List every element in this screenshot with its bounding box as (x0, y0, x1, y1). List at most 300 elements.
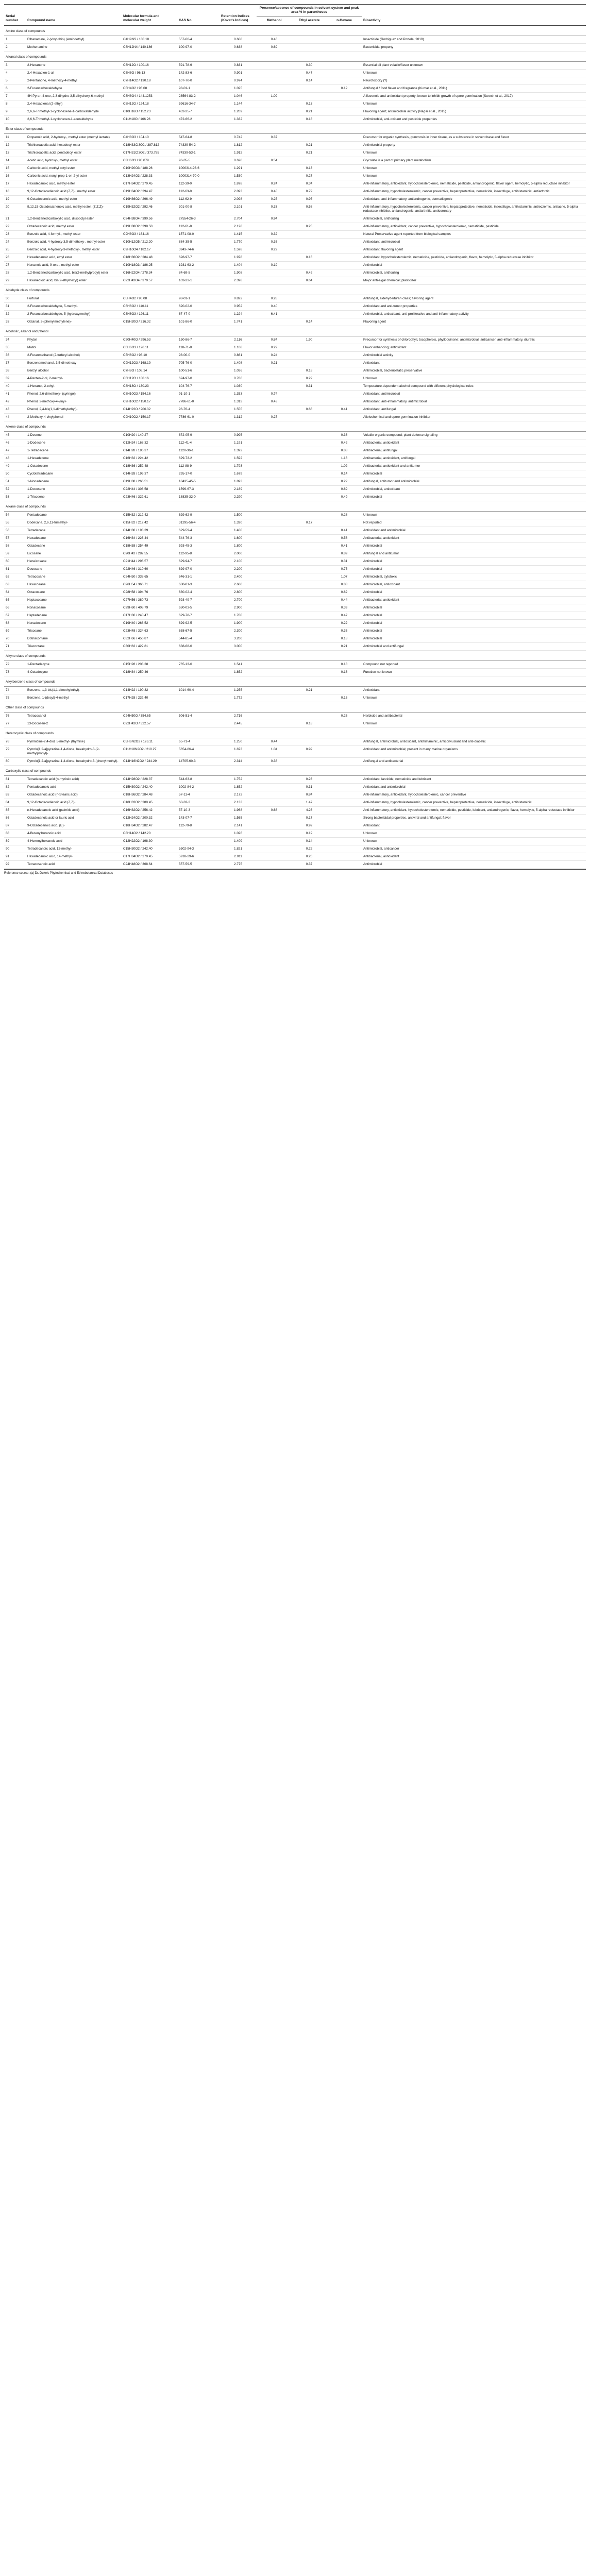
molecular-formula: C16H32O2 / 256.42 (122, 806, 177, 814)
header-presence: Presence/absence of compounds in solvent system and peak area % in parentheses (257, 5, 362, 17)
cas-number: 557-59-5 (177, 860, 220, 868)
methanol-area (257, 581, 292, 588)
compound-name: Pentadecane (26, 511, 122, 519)
compound-name: 4-Penten-2-ol, 2-methyl- (26, 375, 122, 382)
section-title: Alkylbenzene class of compounds (4, 676, 586, 686)
ethyl-acetate-area: 0.23 (292, 775, 327, 783)
cas-number (177, 668, 220, 676)
compound-name: 1,2-Benzenedicarboxylic acid, diisooctyl ester (26, 215, 122, 223)
retention-index: 1.224 (220, 310, 257, 318)
ethyl-acetate-area (292, 157, 327, 164)
hexane-area (327, 261, 362, 269)
cas-number: 112-41-4 (177, 439, 220, 447)
methanol-area (257, 799, 292, 806)
hexane-area: 0.22 (327, 619, 362, 627)
table-row (4, 149, 586, 157)
header-compound: Compound name (26, 5, 122, 26)
serial-number: 81 (4, 775, 26, 783)
table-row (4, 581, 586, 588)
cas-number: 112-95-8 (177, 550, 220, 557)
cas-number: 18835-32-0 (177, 493, 220, 501)
molecular-formula: C20H40O / 296.53 (122, 336, 177, 344)
ethyl-acetate-area (292, 344, 327, 351)
compound-name: Hexanedioic acid, bis(2-ethylhexyl) ester (26, 277, 122, 284)
table-row (4, 519, 586, 527)
retention-index: 1.500 (220, 511, 257, 519)
compound-name: Pyrrolo[1,2-a]pyrazine-1,4-dione, hexahydro-3-(2-methylpropyl)- (26, 745, 122, 757)
table-row (4, 668, 586, 676)
hexane-area (327, 141, 362, 149)
methanol-area (257, 534, 292, 542)
methanol-area: 0.33 (257, 203, 292, 215)
molecular-formula: C23H48 / 324.63 (122, 627, 177, 635)
molecular-formula: C4H8O3 / 104.10 (122, 133, 177, 141)
serial-number: 18 (4, 188, 26, 195)
bioactivity: Antibacterial, antioxidant and antitumor (362, 462, 586, 470)
ethyl-acetate-area: 4.26 (292, 806, 327, 814)
serial-number: 17 (4, 180, 26, 188)
hexane-area (327, 351, 362, 359)
hexane-area (327, 77, 362, 84)
serial-number: 12 (4, 141, 26, 149)
table-body (4, 25, 586, 868)
compound-name: Phytol (26, 336, 122, 344)
molecular-formula: C8H10O3 / 154.16 (122, 390, 177, 398)
compound-name: 1-Dodecene (26, 439, 122, 447)
ethyl-acetate-area (292, 246, 327, 253)
table-row (4, 542, 586, 550)
section-title: Heterocyclic class of compounds (4, 727, 586, 738)
ethyl-acetate-area: 0.21 (292, 149, 327, 157)
serial-number: 28 (4, 269, 26, 277)
methanol-area (257, 527, 292, 534)
molecular-formula: C14H28 / 196.37 (122, 447, 177, 454)
bioactivity: Function not known (362, 668, 586, 676)
molecular-formula: C18H32O2 / 280.45 (122, 799, 177, 806)
compound-name: 1-Hexadecene (26, 454, 122, 462)
molecular-formula: C19H38 / 266.51 (122, 478, 177, 485)
serial-number: 79 (4, 745, 26, 757)
molecular-formula: C3H6O3 / 90.079 (122, 157, 177, 164)
retention-index: 2.290 (220, 493, 257, 501)
serial-number: 50 (4, 470, 26, 478)
methanol-area (257, 61, 292, 69)
serial-number: 83 (4, 791, 26, 799)
methanol-area (257, 791, 292, 799)
serial-number: 54 (4, 511, 26, 519)
section-header-row (4, 727, 586, 738)
table-row (4, 295, 586, 302)
methanol-area (257, 100, 292, 108)
table-row (4, 757, 586, 765)
molecular-formula: C18H34 / 250.46 (122, 668, 177, 676)
ethyl-acetate-area: 0.42 (292, 269, 327, 277)
ethyl-acetate-area (292, 619, 327, 627)
compound-name: Octadecanoic acid or lauric acid (26, 814, 122, 822)
retention-index: 1.741 (220, 318, 257, 326)
section-header-row (4, 765, 586, 775)
serial-number: 34 (4, 336, 26, 344)
compound-name: Dodecane, 2,6,11-trimethyl- (26, 519, 122, 527)
serial-number: 20 (4, 203, 26, 215)
retention-index: 1.821 (220, 845, 257, 853)
bioactivity: Antimicrobial (362, 493, 586, 501)
hexane-area: 0.41 (327, 527, 362, 534)
table-row (4, 470, 586, 478)
bioactivity: Antioxidant, hypocholesterolemic, nematicide, pesticide, antiandrogenic, flavor, hemolytic, 5-alpha reductase inhibitor (362, 253, 586, 261)
bioactivity: Antimicrobial (362, 261, 586, 269)
retention-index: 1.893 (220, 478, 257, 485)
cas-number: 65-71-4 (177, 738, 220, 745)
cas-number: 1014-60-4 (177, 686, 220, 694)
hexane-area: 0.36 (327, 627, 362, 635)
cas-number: 872-05-9 (177, 431, 220, 439)
section-title: Alkanal class of compounds (4, 51, 586, 61)
methanol-area (257, 627, 292, 635)
bioactivity: Unknown (362, 164, 586, 172)
molecular-formula: C15H20O / 216.32 (122, 318, 177, 326)
section-header-row (4, 702, 586, 712)
cas-number: 112-61-8 (177, 223, 220, 230)
section-title: Alkene class of compounds (4, 421, 586, 431)
molecular-formula: C9H12O3 / 168.19 (122, 359, 177, 367)
hexane-area: 0.88 (327, 581, 362, 588)
methanol-area: 0.74 (257, 390, 292, 398)
table-row (4, 712, 586, 720)
methanol-area (257, 588, 292, 596)
serial-number: 59 (4, 550, 26, 557)
hexane-area (327, 375, 362, 382)
methanol-area: 0.46 (257, 36, 292, 43)
compound-name: 2-Hexanone (26, 61, 122, 69)
hexane-area: 1.02 (327, 462, 362, 470)
methanol-area: 0.40 (257, 302, 292, 310)
header-hexane: n-Hexane (327, 17, 362, 25)
molecular-formula: C22H46 / 310.60 (122, 565, 177, 573)
molecular-formula: C9H10O2 / 150.17 (122, 398, 177, 405)
ethyl-acetate-area (292, 581, 327, 588)
serial-number: 13 (4, 149, 26, 157)
bioactivity: Unknown (362, 694, 586, 702)
retention-index: 0.608 (220, 36, 257, 43)
retention-index: 1.873 (220, 745, 257, 757)
compound-name: 2,4-Hexadienal (2-ethyl) (26, 100, 122, 108)
hexane-area (327, 203, 362, 215)
methanol-area (257, 431, 292, 439)
retention-index: 1.191 (220, 439, 257, 447)
hexane-area (327, 223, 362, 230)
section-header-row (4, 501, 586, 511)
methanol-area (257, 642, 292, 650)
hexane-area (327, 359, 362, 367)
serial-number: 72 (4, 660, 26, 668)
methanol-area: 0.44 (257, 738, 292, 745)
table-row (4, 336, 586, 344)
methanol-area: 0.69 (257, 43, 292, 51)
ethyl-acetate-area (292, 454, 327, 462)
retention-index: 2.098 (220, 195, 257, 203)
ethyl-acetate-area: 0.84 (292, 791, 327, 799)
methanol-area (257, 596, 292, 604)
serial-number: 42 (4, 398, 26, 405)
compound-name: 2,6,6-Trimethyl-1-cyclohexen-1-acetaldehyde (26, 115, 122, 123)
bioactivity: Antibacterial, antioxidant (362, 439, 586, 447)
cas-number: 107-70-0 (177, 77, 220, 84)
cas-number: 150-86-7 (177, 336, 220, 344)
ethyl-acetate-area: 1.90 (292, 336, 327, 344)
retention-index: 0.822 (220, 295, 257, 302)
hexane-area (327, 853, 362, 860)
table-row (4, 439, 586, 447)
cas-number: 27554-26-3 (177, 215, 220, 223)
bioactivity: Unknown (362, 375, 586, 382)
compound-name: Pentadecanoic acid (26, 783, 122, 791)
retention-index: 0.742 (220, 133, 257, 141)
ethyl-acetate-area (292, 604, 327, 612)
cas-number: 84-69-5 (177, 269, 220, 277)
serial-number: 30 (4, 295, 26, 302)
ethyl-acetate-area: 0.47 (292, 69, 327, 77)
methanol-area (257, 375, 292, 382)
table-row (4, 642, 586, 650)
molecular-formula: C14H22O / 206.32 (122, 405, 177, 413)
serial-number: 29 (4, 277, 26, 284)
retention-index: 2.133 (220, 799, 257, 806)
table-row (4, 791, 586, 799)
hexane-area (327, 822, 362, 829)
ethyl-acetate-area (292, 565, 327, 573)
methanol-area (257, 454, 292, 462)
table-row (4, 203, 586, 215)
hexane-area (327, 36, 362, 43)
ethyl-acetate-area: 0.66 (292, 405, 327, 413)
hexane-area: 0.14 (327, 470, 362, 478)
bioactivity: Anti-inflammatory, antioxidant, hypocholesterolemic, cancer preventive (362, 791, 586, 799)
serial-number: 73 (4, 668, 26, 676)
serial-number: 15 (4, 164, 26, 172)
serial-number: 5 (4, 77, 26, 84)
ethyl-acetate-area: 0.18 (292, 720, 327, 727)
table-row (4, 845, 586, 853)
serial-number: 49 (4, 462, 26, 470)
bioactivity: Anti-inflammatory, hypocholesterolemic, cancer preventive, hepatoprotective, nematicide, insectifuge, antihistaminic, antieczemic, antiacne, 5-alpha reductase inhibitor, antiandrogenic, antiarthritic, anticoronary (362, 203, 586, 215)
retention-index: 1.415 (220, 230, 257, 238)
retention-index: 1.046 (220, 92, 257, 100)
cas-number: 629-94-7 (177, 557, 220, 565)
bioactivity: Bactericidal property (362, 43, 586, 51)
serial-number: 82 (4, 783, 26, 791)
cas-number: 630-03-5 (177, 604, 220, 612)
serial-number: 68 (4, 619, 26, 627)
molecular-formula: C32H66 / 450.87 (122, 635, 177, 642)
methanol-area (257, 478, 292, 485)
compound-name: 1-Tricosene (26, 493, 122, 501)
ethyl-acetate-area (292, 757, 327, 765)
compound-name: 9,12,15-Octadecatrienoic acid, methyl ester, (Z,Z,Z)- (26, 203, 122, 215)
compound-name: Octadecane (26, 542, 122, 550)
compound-name: Tetracosanoic acid (26, 860, 122, 868)
compound-name: 9-Octadecenoic acid, (E)- (26, 822, 122, 829)
molecular-formula: C17H28 / 232.40 (122, 694, 177, 702)
methanol-area (257, 149, 292, 157)
molecular-formula: C5H6O2 / 98.10 (122, 351, 177, 359)
section-header-row (4, 284, 586, 295)
methanol-area (257, 470, 292, 478)
cas-number: 112-62-9 (177, 195, 220, 203)
cas-number: 104-76-7 (177, 382, 220, 390)
methanol-area (257, 493, 292, 501)
compound-name: Octadecanoic acid, methyl ester (26, 223, 122, 230)
hexane-area: 0.18 (327, 660, 362, 668)
serial-number: 43 (4, 405, 26, 413)
ethyl-acetate-area: 1.47 (292, 799, 327, 806)
bioactivity: Unknown (362, 720, 586, 727)
bioactivity: Antimicrobial, anti-oxidant and pesticide properties (362, 115, 586, 123)
hexane-area (327, 367, 362, 375)
table-row (4, 527, 586, 534)
bioactivity: Anti-inflammatory, antioxidant, hypocholesterolemic, nematicide, pesticide, lubricant, antiandrogenic, flavor, hemolytic, 5-alpha reductase inhibitor (362, 806, 586, 814)
molecular-formula: C9H8O3 / 164.16 (122, 230, 177, 238)
compound-name: Nonacosane (26, 604, 122, 612)
hexane-area: 0.16 (327, 668, 362, 676)
compound-name: Cyclotetradecane (26, 470, 122, 478)
retention-index: 3.000 (220, 642, 257, 650)
compound-name: 4-Butenylbutanoic acid (26, 829, 122, 837)
compound-name: Ethanamine, 2-(vinyl-thio) (Aminoethyl) (26, 36, 122, 43)
ethyl-acetate-area: 0.64 (292, 277, 327, 284)
retention-index: 0.861 (220, 351, 257, 359)
methanol-area (257, 720, 292, 727)
compound-name: 9-Octadecenoic acid, methyl ester (26, 195, 122, 203)
molecular-formula: C18H38 / 254.49 (122, 542, 177, 550)
serial-number: 70 (4, 635, 26, 642)
bioactivity: Flavoring agent (362, 318, 586, 326)
methanol-area (257, 382, 292, 390)
table-row (4, 375, 586, 382)
methanol-area (257, 84, 292, 92)
retention-index: 1.978 (220, 253, 257, 261)
methanol-area (257, 668, 292, 676)
molecular-formula: C18H36 / 252.48 (122, 462, 177, 470)
bioactivity: Allelochemical and spore germination inhibitor (362, 413, 586, 421)
hexane-area (327, 775, 362, 783)
molecular-formula: C13H24O3 / 228.33 (122, 172, 177, 180)
cas-number: 96-35-5 (177, 157, 220, 164)
ethyl-acetate-area: 0.31 (292, 783, 327, 791)
methanol-area (257, 829, 292, 837)
ethyl-acetate-area: 0.79 (292, 188, 327, 195)
molecular-formula: C12H24O2 / 200.32 (122, 814, 177, 822)
methanol-area (257, 439, 292, 447)
bioactivity: Temperature-dependent alcohol compound with different physiological roles (362, 382, 586, 390)
methanol-area: 0.68 (257, 806, 292, 814)
ethyl-acetate-area: 0.14 (292, 77, 327, 84)
bioactivity: Antifungal and antibacterial (362, 757, 586, 765)
methanol-area: 0.25 (257, 195, 292, 203)
hexane-area: 0.88 (327, 447, 362, 454)
table-row (4, 359, 586, 367)
retention-index: 1.565 (220, 814, 257, 822)
methanol-area: 0.40 (257, 188, 292, 195)
retention-index: 2.900 (220, 604, 257, 612)
cas-number: 1002-84-2 (177, 783, 220, 791)
compound-name: 1-Decene (26, 431, 122, 439)
retention-index: 1.772 (220, 694, 257, 702)
ethyl-acetate-area (292, 612, 327, 619)
molecular-formula: C10H20O3 / 188.26 (122, 164, 177, 172)
molecular-formula: C24H50O / 354.65 (122, 712, 177, 720)
serial-number: 75 (4, 694, 26, 702)
bioactivity: Antimicrobial (362, 565, 586, 573)
retention-index: 1.209 (220, 108, 257, 115)
compound-name: Nonadecane (26, 619, 122, 627)
table-row (4, 43, 586, 51)
table-row (4, 635, 586, 642)
cas-number: 101-86-0 (177, 318, 220, 326)
methanol-area (257, 775, 292, 783)
cas-number: 705-76-0 (177, 359, 220, 367)
compound-name: Triacontane (26, 642, 122, 650)
methanol-area: 1.04 (257, 745, 292, 757)
retention-index: 1.255 (220, 686, 257, 694)
hexane-area (327, 413, 362, 421)
retention-index: 2.775 (220, 860, 257, 868)
cas-number: 624-97-0 (177, 375, 220, 382)
table-row (4, 596, 586, 604)
methanol-area: 0.37 (257, 133, 292, 141)
table-header (4, 5, 586, 26)
cas-number: 5502-94-3 (177, 845, 220, 853)
retention-index: 1.700 (220, 612, 257, 619)
table-row (4, 853, 586, 860)
molecular-formula: C24H48O2 / 368.64 (122, 860, 177, 868)
hexane-area (327, 61, 362, 69)
section-header-row (4, 421, 586, 431)
bioactivity: Antimicrobial, antioxidant, anti-proliferative and anti-inflammatory activity (362, 310, 586, 318)
molecular-formula: C17H36 / 240.47 (122, 612, 177, 619)
cas-number (177, 694, 220, 702)
bioactivity: Antibacterial, antioxidant (362, 596, 586, 604)
cas-number: 3943-74-6 (177, 246, 220, 253)
hexane-area (327, 157, 362, 164)
retention-index: 2.093 (220, 188, 257, 195)
table-row (4, 230, 586, 238)
molecular-formula: C9H10O4 / 182.17 (122, 246, 177, 253)
bioactivity: Antimicrobial, antifouling (362, 215, 586, 223)
retention-index: 0.638 (220, 43, 257, 51)
table-row (4, 215, 586, 223)
serial-number: 89 (4, 837, 26, 845)
retention-index: 2.600 (220, 581, 257, 588)
methanol-area: 0.19 (257, 261, 292, 269)
table-row (4, 550, 586, 557)
retention-index: 2.128 (220, 223, 257, 230)
cas-number: 31295-56-4 (177, 519, 220, 527)
hexane-area (327, 238, 362, 246)
molecular-formula: C16H32 / 224.42 (122, 454, 177, 462)
compound-name: 2-Pentanone, 4-methoxy-4-methyl (26, 77, 122, 84)
serial-number: 36 (4, 351, 26, 359)
methanol-area: 0.24 (257, 351, 292, 359)
bioactivity: Antimicrobial (362, 470, 586, 478)
serial-number: 37 (4, 359, 26, 367)
ethyl-acetate-area (292, 588, 327, 596)
methanol-area: 0.54 (257, 157, 292, 164)
ethyl-acetate-area (292, 238, 327, 246)
serial-number: 71 (4, 642, 26, 650)
cas-number: 1599-67-3 (177, 485, 220, 493)
cas-number: 98-00-0 (177, 351, 220, 359)
